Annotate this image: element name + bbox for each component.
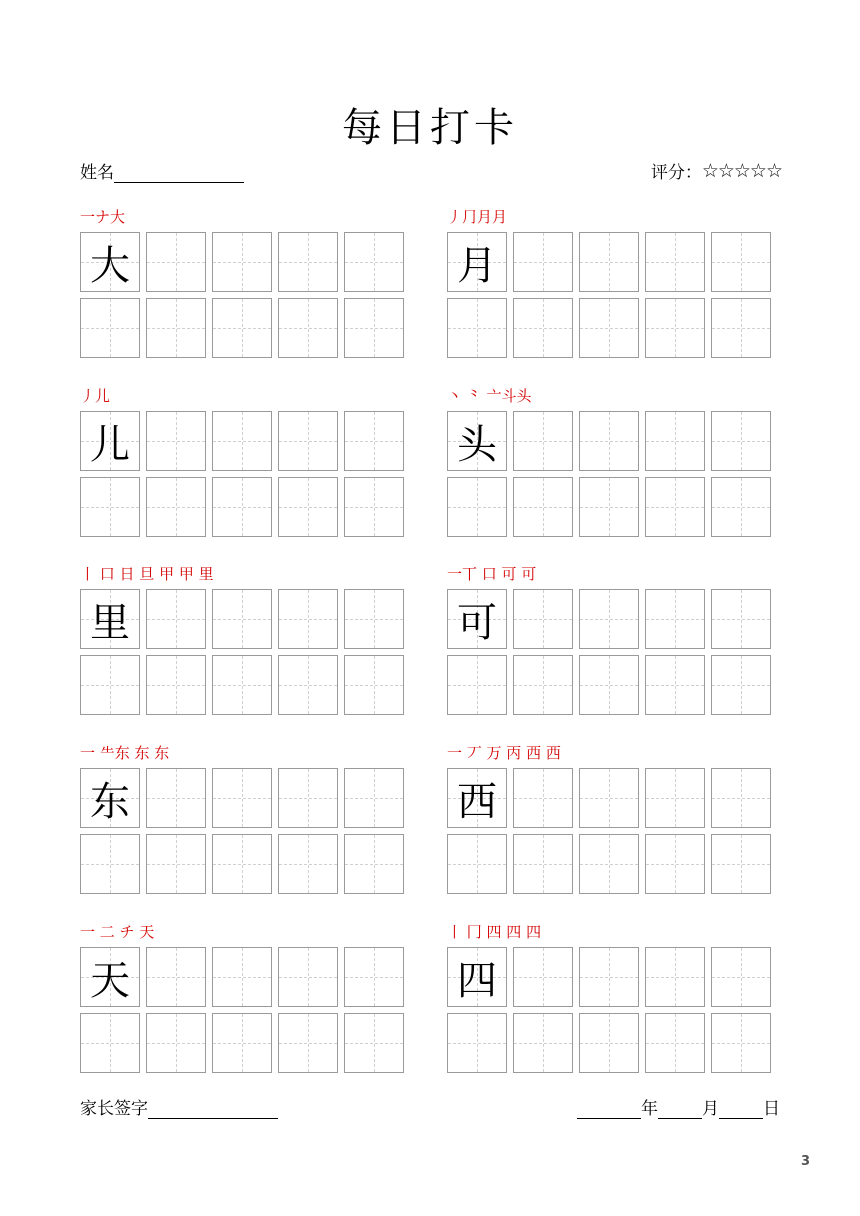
practice-cell[interactable] [711, 411, 771, 471]
character-block [447, 385, 787, 537]
practice-cell[interactable] [645, 477, 705, 537]
practice-row [447, 298, 787, 358]
model-character: 头 [457, 421, 497, 468]
stroke-order: 丶 ⺀ 亠斗头 [447, 387, 532, 405]
practice-cell[interactable] [447, 1013, 507, 1073]
practice-cell[interactable] [513, 477, 573, 537]
practice-cell[interactable] [278, 298, 338, 358]
practice-cell[interactable] [146, 477, 206, 537]
practice-cell[interactable] [80, 477, 140, 537]
date-field[interactable] [577, 1094, 780, 1119]
practice-cell[interactable] [447, 589, 507, 649]
practice-cell[interactable] [711, 589, 771, 649]
practice-cell[interactable] [513, 768, 573, 828]
practice-cell[interactable] [344, 1013, 404, 1073]
name-label: 姓名 [80, 163, 114, 183]
practice-cell[interactable] [278, 655, 338, 715]
practice-cell[interactable] [80, 834, 140, 894]
practice-cell[interactable] [579, 768, 639, 828]
model-character: 月 [457, 242, 497, 289]
practice-cell[interactable] [212, 1013, 272, 1073]
practice-cell[interactable] [513, 232, 573, 292]
practice-cell[interactable] [579, 947, 639, 1007]
practice-cell[interactable] [645, 589, 705, 649]
stroke-order: 一ナ大 [80, 208, 126, 226]
practice-cell[interactable] [278, 768, 338, 828]
practice-cell[interactable] [212, 298, 272, 358]
practice-cell[interactable] [344, 834, 404, 894]
practice-row [447, 477, 787, 537]
practice-row [80, 947, 420, 1007]
practice-cell[interactable] [447, 298, 507, 358]
practice-cell[interactable] [513, 947, 573, 1007]
practice-cell[interactable] [146, 232, 206, 292]
practice-cell[interactable] [513, 589, 573, 649]
character-block [80, 563, 420, 715]
practice-cell[interactable] [579, 411, 639, 471]
character-block [80, 742, 420, 894]
practice-cell[interactable] [447, 411, 507, 471]
practice-row [80, 477, 420, 537]
name-field[interactable] [80, 158, 244, 183]
practice-cell[interactable] [80, 768, 140, 828]
practice-cell[interactable] [146, 655, 206, 715]
practice-row [447, 232, 787, 292]
practice-cell[interactable] [146, 834, 206, 894]
practice-cell[interactable] [344, 411, 404, 471]
practice-row [447, 834, 787, 894]
practice-cell[interactable] [447, 768, 507, 828]
practice-row [80, 655, 420, 715]
stroke-order: 一 二 チ 天 [80, 923, 155, 941]
practice-cell[interactable] [579, 298, 639, 358]
practice-row [80, 411, 420, 471]
practice-cell[interactable] [513, 834, 573, 894]
practice-cell[interactable] [80, 232, 140, 292]
practice-cell[interactable] [579, 477, 639, 537]
practice-row [80, 834, 420, 894]
practice-cell[interactable] [513, 298, 573, 358]
page-number: 3 [800, 1154, 810, 1169]
practice-cell[interactable] [212, 411, 272, 471]
character-block [447, 206, 787, 358]
practice-cell[interactable] [513, 655, 573, 715]
stroke-order: 一 ⺧东 东 东 [80, 744, 170, 762]
practice-cell[interactable] [579, 655, 639, 715]
character-block [80, 206, 420, 358]
year-blank[interactable] [577, 1096, 641, 1119]
rating-stars[interactable]: ☆☆☆☆☆ [701, 159, 782, 182]
practice-row [447, 411, 787, 471]
practice-cell[interactable] [278, 1013, 338, 1073]
rating [651, 158, 782, 183]
practice-cell[interactable] [212, 589, 272, 649]
practice-cell[interactable] [80, 947, 140, 1007]
practice-cell[interactable] [80, 589, 140, 649]
practice-cell[interactable] [80, 1013, 140, 1073]
practice-cell[interactable] [212, 655, 272, 715]
practice-cell[interactable] [80, 655, 140, 715]
practice-cell[interactable] [513, 411, 573, 471]
practice-cell[interactable] [344, 947, 404, 1007]
practice-cell[interactable] [711, 768, 771, 828]
stroke-order: 丨 冂 四 四 四 [447, 923, 542, 941]
model-character: 四 [457, 957, 497, 1004]
character-block [447, 742, 787, 894]
practice-cell[interactable] [447, 232, 507, 292]
stroke-order: 一丅 口 可 可 [447, 565, 537, 583]
stroke-order: 一 丆 万 丙 西 西 [447, 744, 561, 762]
practice-cell[interactable] [579, 589, 639, 649]
model-character: 东 [90, 778, 130, 825]
practice-row [80, 768, 420, 828]
practice-row [80, 1013, 420, 1073]
day-label: 日 [763, 1099, 780, 1119]
practice-cell[interactable] [278, 232, 338, 292]
practice-cell[interactable] [447, 655, 507, 715]
character-block [80, 921, 420, 1073]
practice-cell[interactable] [579, 1013, 639, 1073]
practice-cell[interactable] [146, 768, 206, 828]
practice-cell[interactable] [80, 411, 140, 471]
day-blank[interactable] [719, 1096, 763, 1119]
practice-cell[interactable] [344, 589, 404, 649]
practice-cell[interactable] [645, 1013, 705, 1073]
stroke-order: 丿⺆月月 [447, 208, 508, 226]
practice-cell[interactable] [278, 834, 338, 894]
stroke-order: 丿儿 [80, 387, 111, 405]
character-block [447, 921, 787, 1073]
practice-cell[interactable] [645, 768, 705, 828]
practice-row [447, 589, 787, 649]
model-character: 里 [90, 599, 130, 646]
practice-cell[interactable] [645, 655, 705, 715]
practice-cell[interactable] [579, 834, 639, 894]
model-character: 儿 [90, 421, 130, 468]
practice-cell[interactable] [278, 589, 338, 649]
practice-cell[interactable] [711, 298, 771, 358]
practice-cell[interactable] [711, 834, 771, 894]
practice-row [80, 589, 420, 649]
practice-cell[interactable] [645, 232, 705, 292]
practice-cell[interactable] [447, 947, 507, 1007]
practice-cell[interactable] [278, 477, 338, 537]
practice-cell[interactable] [711, 477, 771, 537]
practice-cell[interactable] [447, 834, 507, 894]
practice-cell[interactable] [447, 477, 507, 537]
practice-cell[interactable] [711, 1013, 771, 1073]
model-character: 大 [90, 242, 130, 289]
practice-cell[interactable] [344, 477, 404, 537]
parent-signature[interactable] [80, 1094, 278, 1119]
practice-cell[interactable] [80, 298, 140, 358]
page-title: 每日打卡 [342, 105, 518, 151]
practice-cell[interactable] [212, 834, 272, 894]
practice-row [447, 768, 787, 828]
practice-cell[interactable] [711, 232, 771, 292]
practice-row [447, 1013, 787, 1073]
practice-cell[interactable] [711, 655, 771, 715]
practice-row [447, 655, 787, 715]
practice-cell[interactable] [645, 834, 705, 894]
name-blank[interactable] [114, 160, 244, 183]
practice-cell[interactable] [579, 232, 639, 292]
practice-cell[interactable] [344, 232, 404, 292]
character-block [447, 563, 787, 715]
practice-cell[interactable] [212, 947, 272, 1007]
year-label: 年 [641, 1099, 658, 1119]
practice-cell[interactable] [146, 947, 206, 1007]
practice-row [447, 947, 787, 1007]
stroke-order: 丨 口 日 旦 甲 甲 里 [80, 565, 214, 583]
practice-cell[interactable] [146, 298, 206, 358]
practice-cell[interactable] [146, 411, 206, 471]
practice-row [80, 232, 420, 292]
practice-cell[interactable] [212, 232, 272, 292]
month-blank[interactable] [658, 1096, 702, 1119]
practice-cell[interactable] [212, 477, 272, 537]
practice-cell[interactable] [513, 1013, 573, 1073]
practice-cell[interactable] [645, 298, 705, 358]
model-character: 可 [457, 599, 497, 646]
parent-sign-label: 家长签字 [80, 1099, 148, 1119]
practice-cell[interactable] [344, 298, 404, 358]
practice-cell[interactable] [645, 411, 705, 471]
rating-label: 评分： [650, 163, 702, 183]
character-block [80, 385, 420, 537]
practice-cell[interactable] [711, 947, 771, 1007]
practice-cell[interactable] [344, 655, 404, 715]
practice-cell[interactable] [212, 768, 272, 828]
practice-cell[interactable] [278, 411, 338, 471]
practice-cell[interactable] [278, 947, 338, 1007]
month-label: 月 [702, 1099, 719, 1119]
practice-cell[interactable] [645, 947, 705, 1007]
practice-cell[interactable] [146, 1013, 206, 1073]
practice-cell[interactable] [344, 768, 404, 828]
model-character: 西 [457, 778, 497, 825]
practice-row [80, 298, 420, 358]
practice-cell[interactable] [146, 589, 206, 649]
model-character: 天 [90, 957, 130, 1004]
signature-blank[interactable] [148, 1096, 278, 1119]
